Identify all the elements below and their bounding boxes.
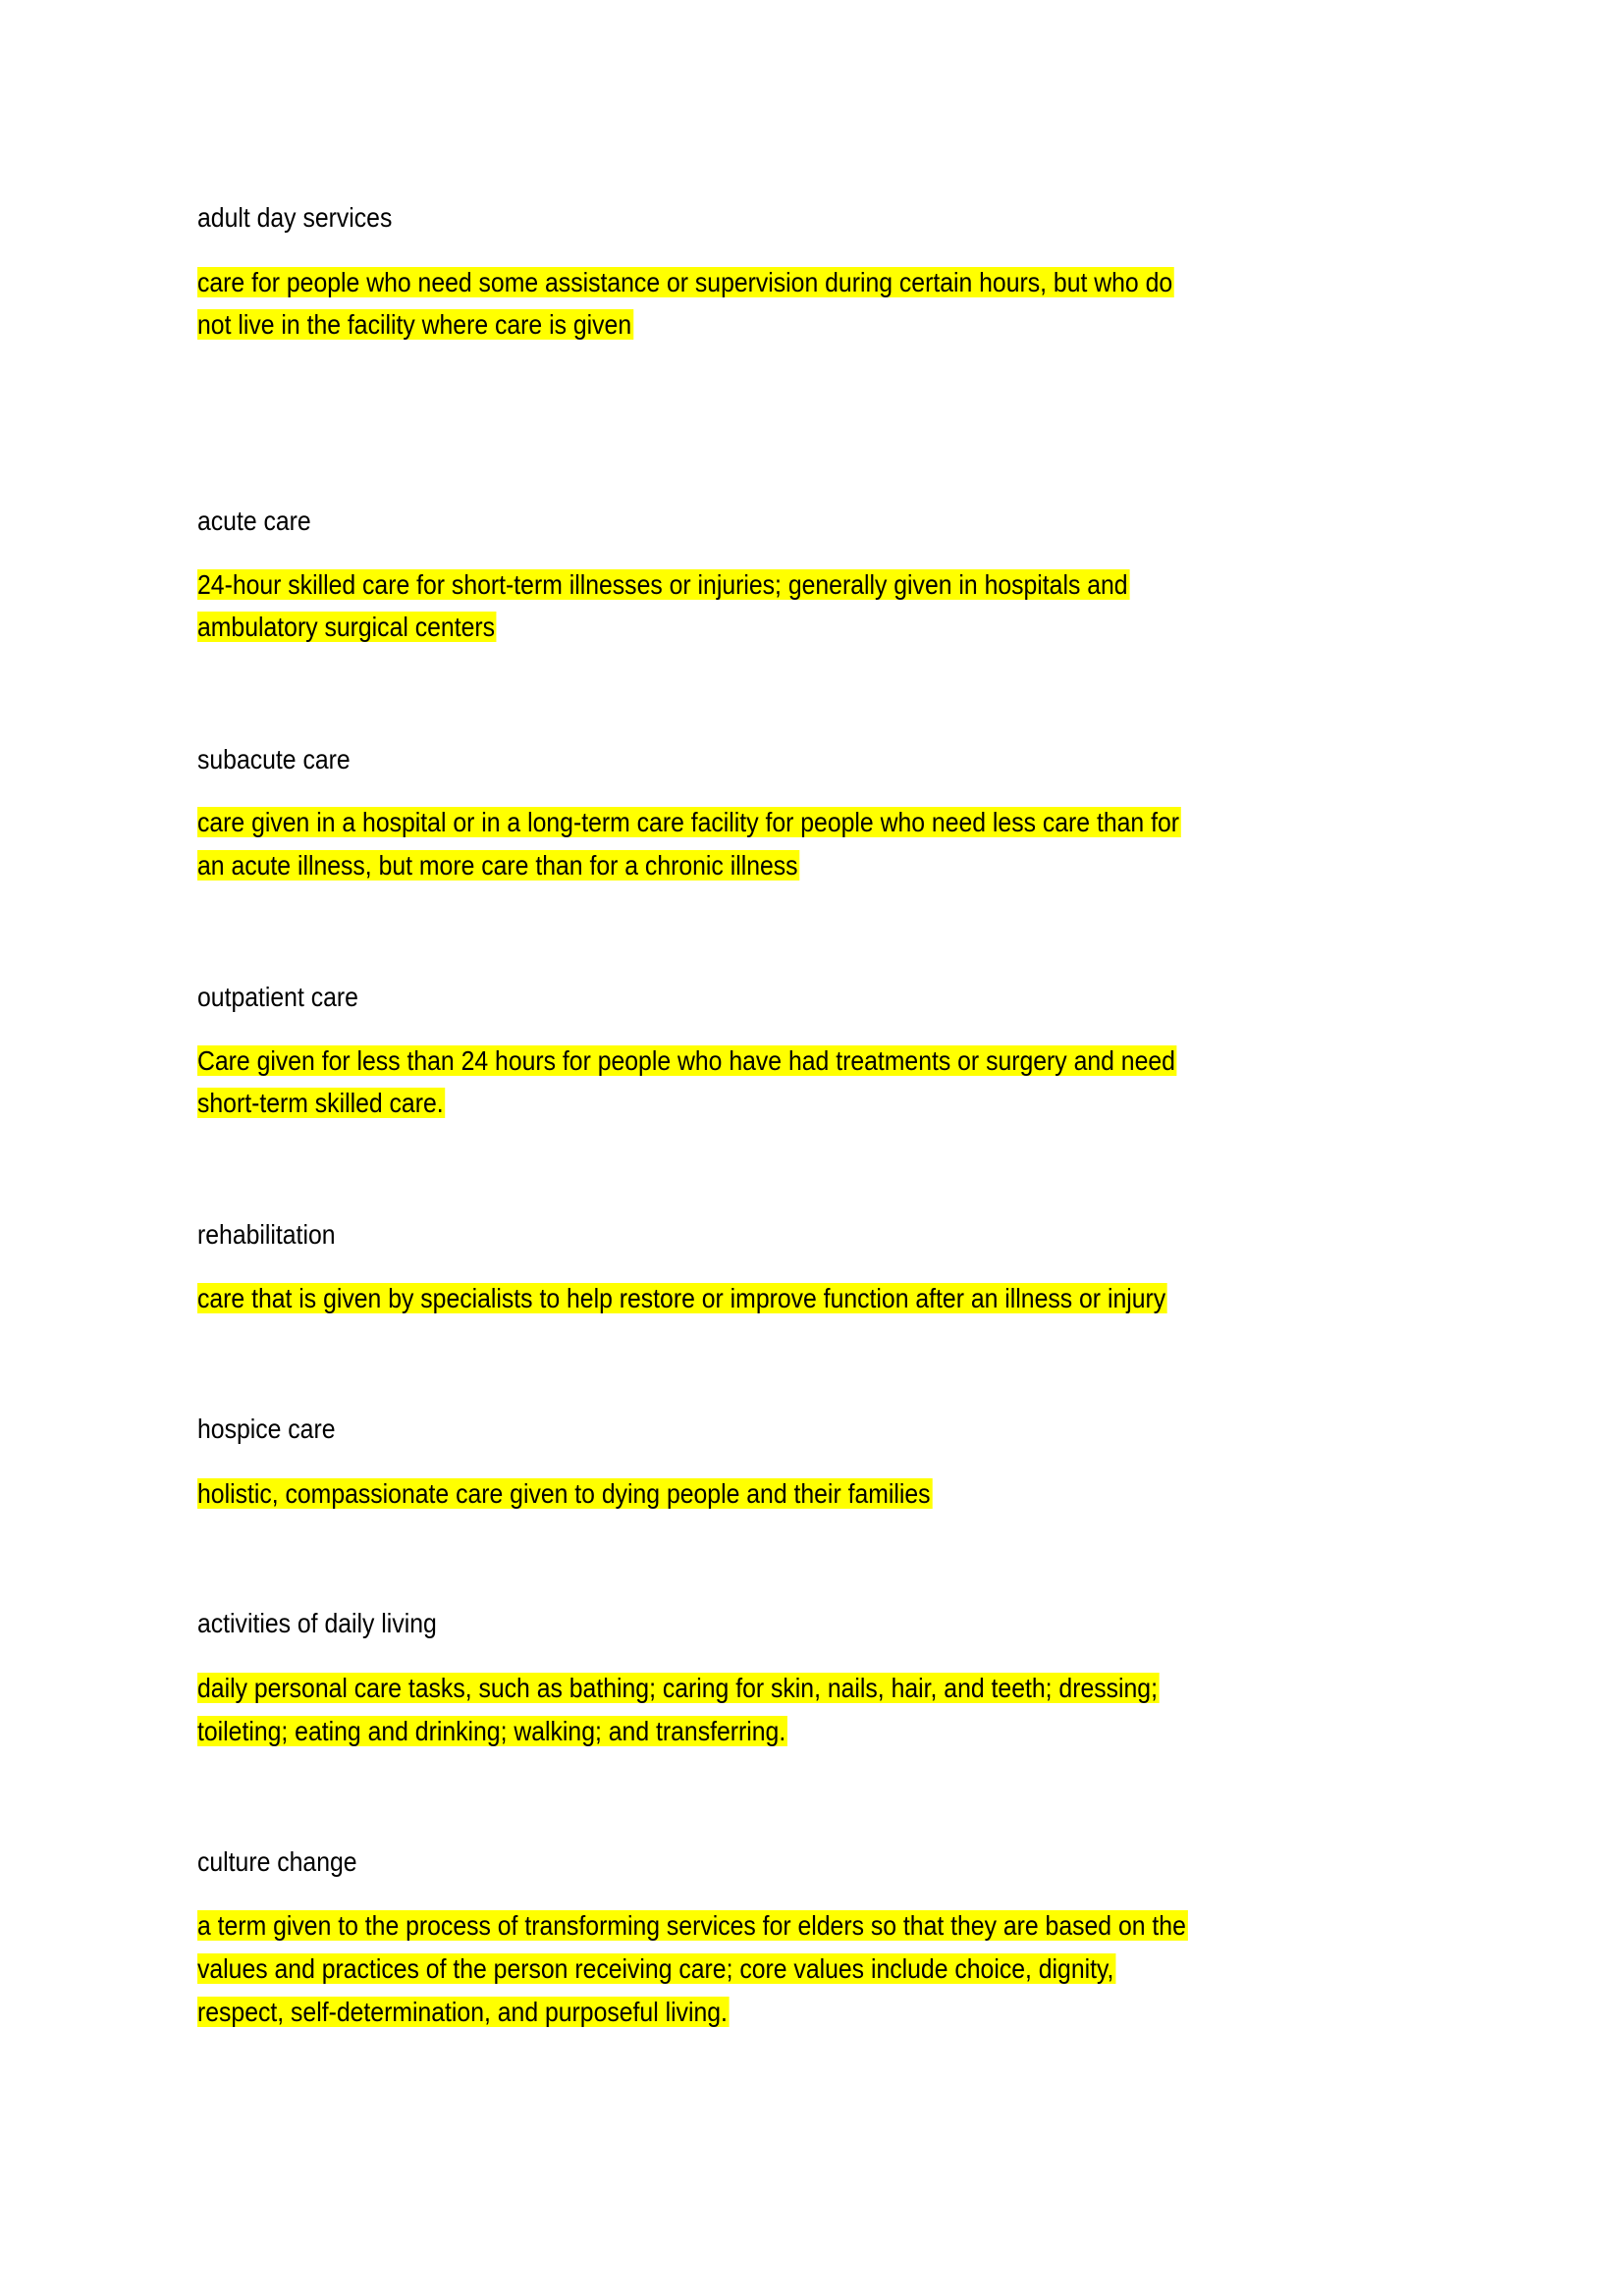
definition-line <box>197 1668 1160 1708</box>
definition-line <box>197 607 497 647</box>
highlighted-text: respect, self-determination, and purposeful living. <box>197 1997 728 2027</box>
highlighted-text: not live in the facility where care is given <box>197 309 632 340</box>
term-adult-day-services: adult day services <box>197 202 393 233</box>
highlighted-text: holistic, compassionate care given to dying people and their families <box>197 1478 931 1509</box>
definition-line <box>197 1278 1167 1318</box>
highlighted-text: values and practices of the person receiving care; core values include choice, dignity, <box>197 1953 1114 1984</box>
highlighted-text: a term given to the process of transforming services for elders so that they are based on the <box>197 1910 1186 1941</box>
highlighted-text: ambulatory surgical centers <box>197 612 496 642</box>
highlighted-text: care that is given by specialists to help restore or improve function after an illness or injury <box>197 1283 1166 1313</box>
definition-line <box>197 1083 445 1123</box>
term-subacute-care: subacute care <box>197 744 351 774</box>
term-activities-of-daily-living: activities of daily living <box>197 1608 437 1638</box>
definition-line <box>197 1949 1115 1989</box>
definition-line <box>197 262 1174 302</box>
definition-line <box>197 1905 1188 1946</box>
definition-line <box>197 802 1181 842</box>
term-rehabilitation: rehabilitation <box>197 1219 336 1250</box>
definition-line <box>197 1041 1177 1081</box>
term-hospice-care: hospice care <box>197 1414 336 1444</box>
highlighted-text: toileting; eating and drinking; walking; and transferring. <box>197 1716 786 1746</box>
highlighted-text: care given in a hospital or in a long-term care facility for people who need less care than for <box>197 807 1180 837</box>
highlighted-text: 24-hour skilled care for short-term illnesses or injuries; generally given in hospitals and <box>197 569 1128 600</box>
term-acute-care: acute care <box>197 506 311 536</box>
highlighted-text: Care given for less than 24 hours for people who have had treatments or surgery and need <box>197 1045 1175 1076</box>
definition-line <box>197 564 1129 605</box>
definition-line <box>197 1711 787 1751</box>
highlighted-text: care for people who need some assistance or supervision during certain hours, but who do <box>197 267 1173 297</box>
definition-line <box>197 1473 932 1514</box>
term-outpatient-care: outpatient care <box>197 982 358 1012</box>
highlighted-text: short-term skilled care. <box>197 1088 444 1118</box>
highlighted-text: daily personal care tasks, such as bathing; caring for skin, nails, hair, and teeth; dressing; <box>197 1673 1158 1703</box>
term-culture-change: culture change <box>197 1846 357 1877</box>
definition-line <box>197 845 799 885</box>
definition-line <box>197 1992 730 2032</box>
definition-line <box>197 304 633 345</box>
highlighted-text: an acute illness, but more care than for a chronic illness <box>197 850 798 881</box>
